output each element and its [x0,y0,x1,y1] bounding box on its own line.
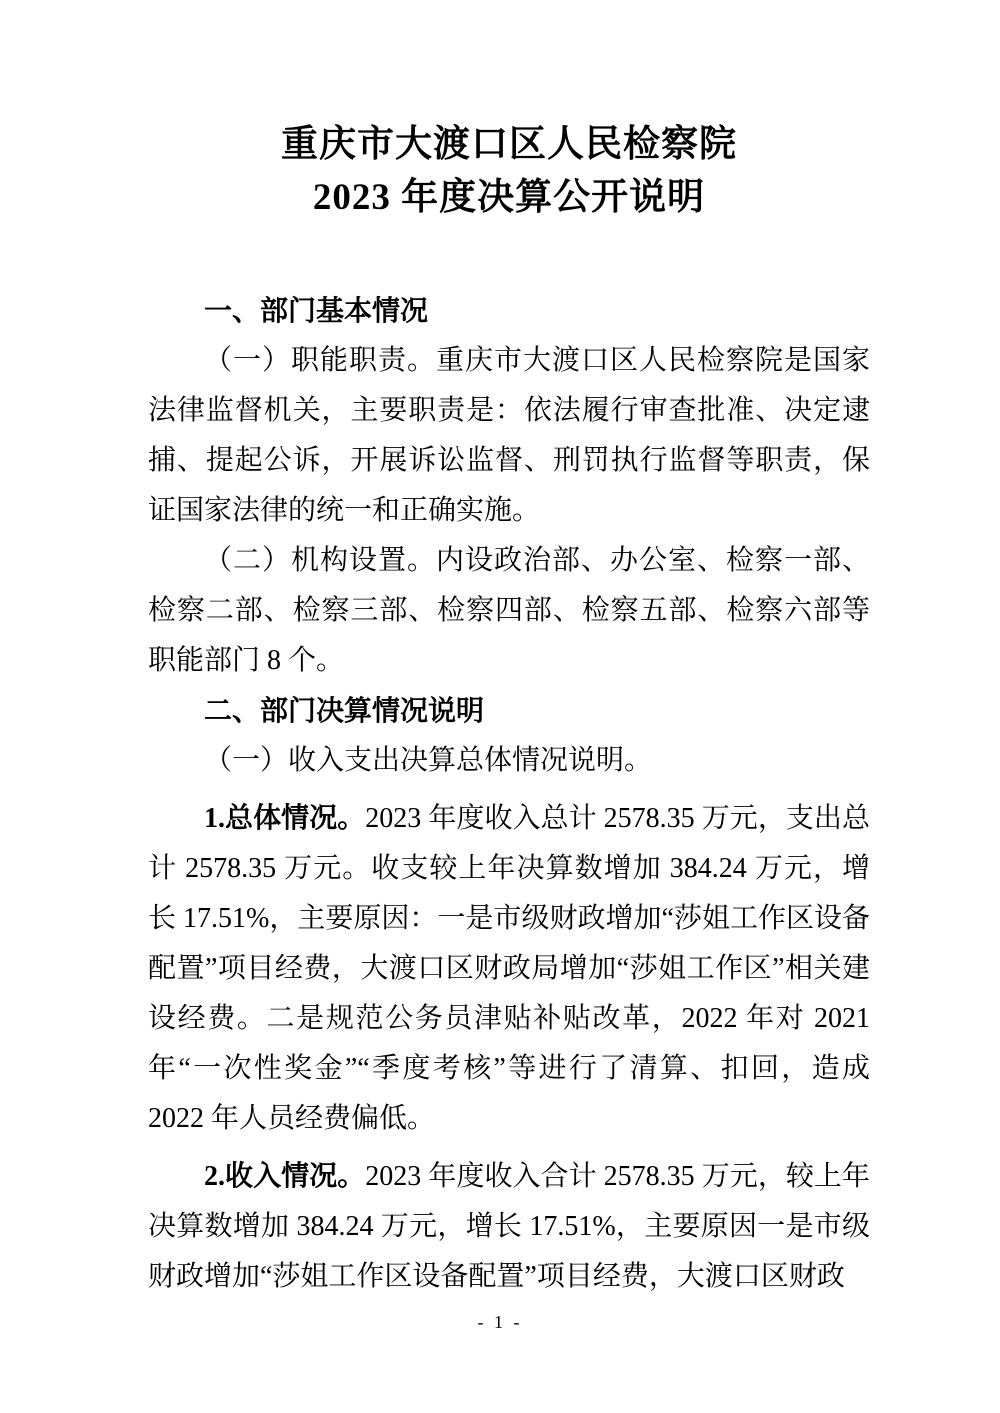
paragraph-total-situation-text: 2023 年度收入总计 2578.35 万元，支出总计 2578.35 万元。收支较上年决算数增加 384.24 万元，增长 17.51%，主要原因：一是市级财政增加“莎姐工作区设备配置”项目经费，大渡口区财政局增加“莎姐工作区”相关建设经费。二是规范公务员津贴补贴改革，2022 年对 2021 年“一次性奖金”“季度考核”等进行了清算、扣回，造成 2022 年人员经费偏低。 [148,803,870,1134]
document-content [148,0,870,1302]
paragraph-income-situation-text: 2023 年度收入合计 2578.35 万元，较上年决算数增加 384.24 万元，增长 17.51%，主要原因一是市级财政增加“莎姐工作区设备配置”项目经费，大渡口区财政 [148,1161,870,1292]
document-title [148,118,870,224]
page-number: - 1 - [477,1312,523,1332]
paragraph-income-situation-lead: 2.收入情况。 [204,1161,366,1192]
paragraph-total-situation [148,794,870,1144]
title-line-2: 2023 年度决算公开说明 [312,177,706,218]
paragraph-overview-subtitle: （一）收入支出决算总体情况说明。 [204,745,653,776]
section-heading-final-accounts: 二、部门决算情况说明 [204,695,485,726]
paragraph-duties: （一）职能职责。重庆市大渡口区人民检察院是国家法律监督机关，主要职责是：依法履行审查批准、决定逮捕、提起公诉，开展诉讼监督、刑罚执行监督等职责，保证国家法律的统一和正确实施。 [148,345,870,526]
title-line-1: 重庆市大渡口区人民检察院 [281,124,737,165]
paragraph-income-situation [148,1152,870,1302]
section-heading-basic-info: 一、部门基本情况 [204,295,429,326]
document-body [148,286,870,1302]
paragraph-total-situation-lead: 1.总体情况。 [204,803,366,834]
paragraph-org-structure: （二）机构设置。内设政治部、办公室、检察一部、检察二部、检察三部、检察四部、检察五部、检察六部等职能部门 8 个。 [148,545,870,676]
